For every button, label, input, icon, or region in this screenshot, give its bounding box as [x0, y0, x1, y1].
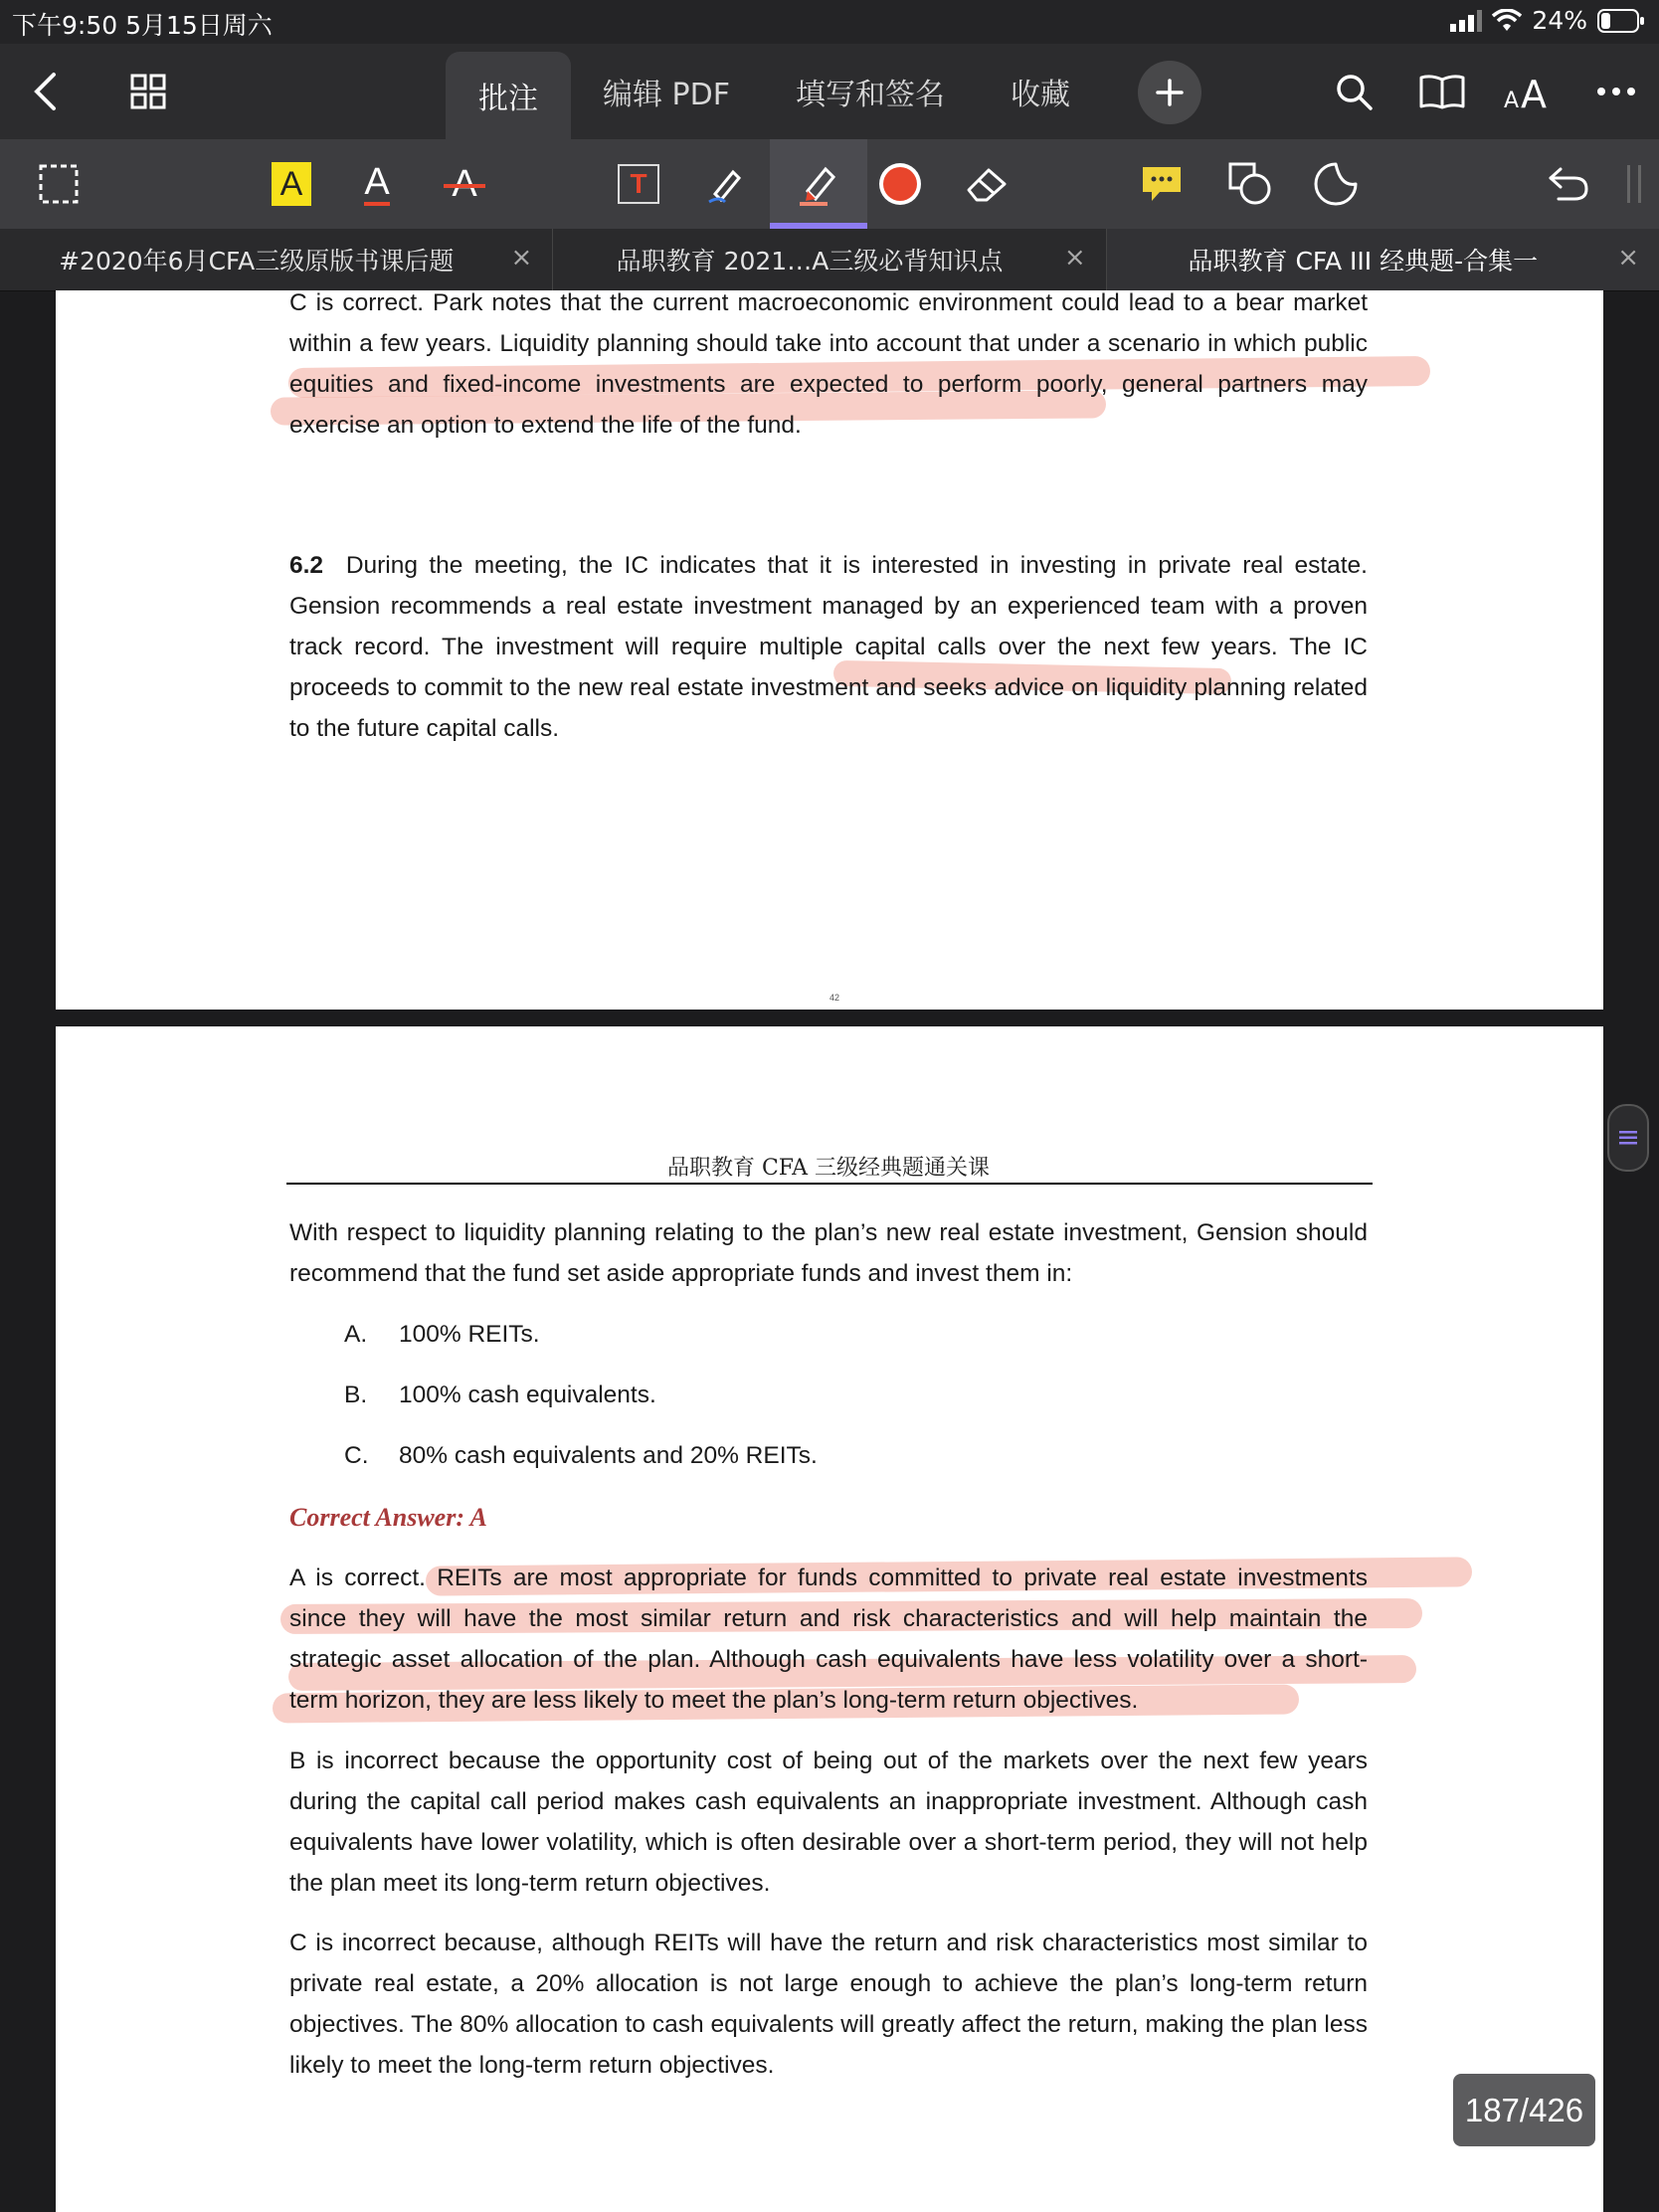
back-icon [32, 72, 58, 111]
reading-mode-button[interactable] [1414, 44, 1470, 139]
comment-tool[interactable] [1117, 139, 1206, 229]
marquee-select-icon [38, 163, 80, 205]
option-b [289, 1375, 1368, 1415]
underline-text-tool[interactable] [332, 139, 422, 229]
option-text: 80% cash equivalents and 20% REITs. [399, 1442, 818, 1469]
select-tool[interactable] [14, 139, 103, 229]
handle-line [1627, 165, 1630, 203]
more-button[interactable] [1593, 44, 1639, 139]
comment-icon [1140, 164, 1184, 204]
eraser-tool[interactable] [943, 139, 1032, 229]
strike-line [444, 184, 484, 188]
thumbnail-drawer-handle[interactable] [1607, 1104, 1649, 1172]
shapes-tool[interactable] [1205, 139, 1295, 229]
close-tab-icon[interactable]: × [1617, 243, 1639, 273]
tab-fill-sign[interactable]: 填写和签名 [796, 78, 945, 112]
font-size-button[interactable] [1500, 44, 1560, 139]
sticker-icon [1313, 161, 1359, 207]
question-number: 6.2 [289, 552, 324, 579]
question-stem: With respect to liquidity planning relating to the plan’s new real estate investment, Gension should recommend that the fund set aside appropriate funds and invest them in: [289, 1219, 1368, 1287]
explanation-c: C is incorrect because, although REITs will have the return and risk characteristics most similar to private real estate, a 20% allocation is not large enough to achieve the plan’s long-term return objectives. The 80% allocation to cash equivalents will greatly affect the return, making the plan less likely to meet the long-term return objectives. [289, 1930, 1368, 2079]
tab-edit-pdf[interactable]: 编辑 PDF [603, 78, 730, 112]
svg-text:A: A [1504, 89, 1520, 111]
annotation-toolbar [0, 139, 1659, 229]
underline-text-icon: A [364, 162, 389, 206]
wifi-icon [1492, 9, 1522, 33]
page-header: 品职教育 CFA 三级经典题通关课 [666, 1156, 991, 1181]
document-tab[interactable] [553, 229, 1106, 290]
tab-annotate[interactable]: 批注 [446, 52, 571, 139]
color-picker[interactable] [855, 139, 945, 229]
option-letter: C. [344, 1442, 369, 1469]
option-c [289, 1435, 1368, 1476]
question-block [289, 545, 1368, 749]
document-tab-active[interactable] [1107, 229, 1659, 290]
option-letter: B. [344, 1382, 368, 1408]
textbox-tool[interactable] [594, 139, 683, 229]
explanation-b: B is incorrect because the opportunity cost of being out of the markets over the next few years during the capital call period makes cash equivalents an inappropriate investment. Although cash equivalents have lower volatility, which is often desirable over a short-term period, they will not help the plan meet its long-term return objectives. [289, 1748, 1368, 1897]
status-time: 下午9:50 5月15日周六 [12, 11, 273, 40]
header-rule [286, 1183, 1373, 1185]
plus-icon [1155, 78, 1185, 107]
more-icon [1596, 87, 1636, 96]
font-size-icon [1504, 72, 1556, 111]
textbox-icon: T [618, 164, 659, 204]
highlighter-tool[interactable] [770, 139, 867, 229]
explanation-a: A is correct. REITs are most appropriate for funds committed to private real estate investments since they will have the most similar return and risk characteristics and will help maintain the strategic asset allocation of the plan. Although cash equivalents have less volatility over a short-term horizon, they are less likely to meet the plan’s long-term return objectives. [289, 1565, 1368, 1714]
highlight-text-tool[interactable] [247, 139, 336, 229]
page-number: 42 [830, 993, 840, 1003]
grid-button[interactable] [123, 44, 173, 139]
strikethrough-text-icon [452, 164, 476, 204]
tab-favorites[interactable]: 收藏 [1011, 78, 1070, 112]
document-tab-label: 品职教育 2021…A三级必背知识点 [616, 247, 1004, 276]
pen-icon [705, 162, 749, 206]
status-indicators [1450, 6, 1645, 35]
highlighter-icon [796, 161, 841, 207]
search-button[interactable] [1329, 44, 1379, 139]
document-tab-label: 品职教育 CFA III 经典题-合集一 [1188, 247, 1539, 276]
toolbar-drag-handle[interactable] [1627, 165, 1641, 203]
search-icon [1334, 72, 1374, 111]
status-bar [0, 0, 1659, 44]
shapes-icon [1227, 161, 1273, 207]
undo-icon [1547, 165, 1590, 203]
battery-percent: 24% [1532, 6, 1587, 35]
svg-text:A: A [1521, 73, 1547, 111]
strikethrough-text-tool[interactable] [420, 139, 509, 229]
highlight-text-icon: A [272, 162, 311, 206]
option-letter: A. [344, 1321, 368, 1348]
grid-icon [130, 74, 166, 109]
document-tab-label: #2020年6月CFA三级原版书课后题 [59, 247, 455, 276]
page-counter: 187/426 [1453, 2074, 1595, 2146]
document-tab[interactable] [0, 229, 553, 290]
list-icon [1619, 1130, 1637, 1146]
back-button[interactable] [20, 44, 70, 139]
correct-answer: Correct Answer: A [289, 1503, 487, 1532]
eraser-icon [965, 164, 1011, 204]
pen-tool[interactable] [682, 139, 772, 229]
handle-line [1638, 165, 1641, 203]
add-button[interactable] [1138, 61, 1201, 124]
main-toolbar [0, 44, 1659, 139]
question-text: During the meeting, the IC indicates that it is interested in investing in private real estate. Gension recommends a real estate investment managed by an experienced team with a proven track record. The investment will require multiple capital calls over the next few years. The IC proceeds to commit to the new real estate investment and seeks advice on liquidity planning related to the future capital calls. [289, 552, 1368, 742]
option-text: 100% cash equivalents. [399, 1382, 656, 1408]
sticker-tool[interactable] [1291, 139, 1381, 229]
signal-icon [1450, 10, 1482, 32]
close-tab-icon[interactable]: × [1063, 243, 1086, 273]
option-text: 100% REITs. [399, 1321, 540, 1348]
battery-icon [1597, 9, 1645, 33]
close-tab-icon[interactable]: × [510, 243, 533, 273]
option-a [289, 1314, 1368, 1355]
book-icon [1419, 74, 1465, 109]
answer-explanation: C is correct. Park notes that the current macroeconomic environment could lead to a bear market within a few years. Liquidity planning should take into account that under a scenario in which public equities and fixed-income investments are expected to perform poorly, general partners may exercise an option to extend the life of the fund. [289, 289, 1368, 439]
undo-button[interactable] [1524, 139, 1613, 229]
color-swatch-icon [876, 160, 924, 208]
